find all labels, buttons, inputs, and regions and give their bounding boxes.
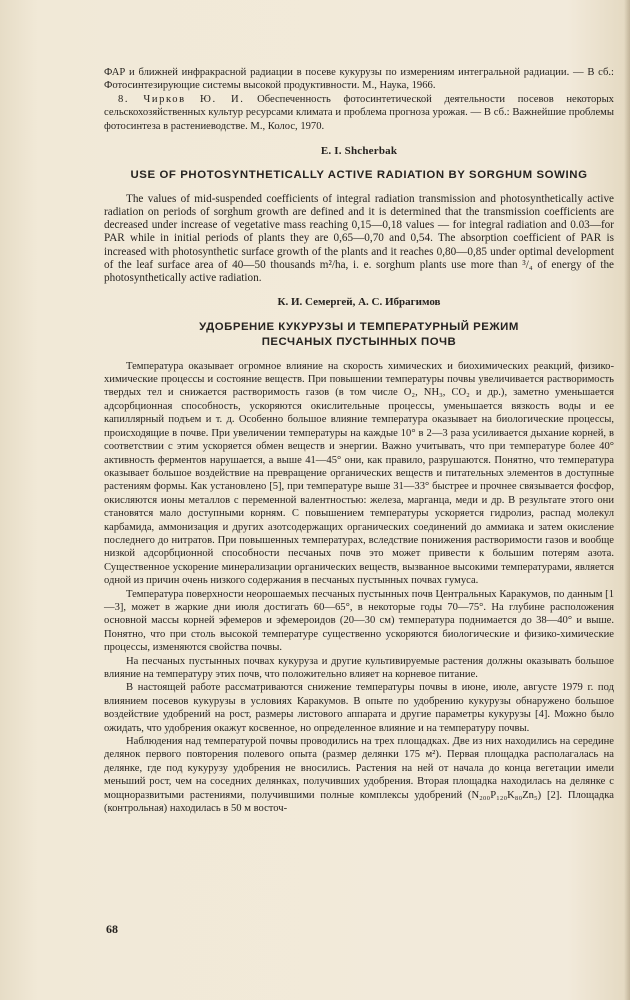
reference-8	[104, 93, 614, 133]
reference-7	[104, 66, 614, 93]
russian-title-line: УДОБРЕНИЕ КУКУРУЗЫ И ТЕМПЕРАТУРНЫЙ РЕЖИМ	[199, 320, 519, 333]
body-paragraph: Наблюдения над температурой почвы проводились на трех площадках. Две из них находились на середине делянок первого повторения полевого опыта (размер делянки 175 м²). Первая площадка располагалась на делянке, где под кукурузу удобрения не вносились. Растения на ней от начала до конца вегетации имели меньший рост, чем на соседних делянках, получивших удобрения. Вторая площадка находилась на делянке с мощноразвитыми растениями, получившими полные комплексы удобрений (N₂₀₀P₁₂₀K₈₀Zn₅) [2]. Площадка (контрольная) находилась в 50 м восточ-	[104, 736, 614, 815]
russian-authors: К. И. Семергей, А. С. Ибрагимов	[277, 296, 441, 309]
reference-author: 8. Чирков Ю. И.	[118, 93, 245, 105]
article-body	[104, 360, 614, 816]
body-paragraph: Температура поверхности неорошаемых песчаных пустынных почв Центральных Каракумов, по данным [1—3], может в жаркие дни июля достигать 60—65°, в некоторые годы 70—75°. На глубине расположения основной массы корней эфемеров и эфемероидов (20—30 см) температура поднимается до 38—40° и выше. Понятно, что при столь высокой температуре существенно ускоряются биологические и физико-химические процессы, изменяются свойства почвы.	[104, 588, 614, 654]
english-title: USE OF PHOTOSYNTHETICALLY ACTIVE RADIATION BY SORGHUM SOWING	[130, 169, 588, 182]
text-column	[104, 66, 614, 815]
russian-title-line: ПЕСЧАНЫХ ПУСТЫННЫХ ПОЧВ	[261, 335, 457, 348]
abstract-paragraph: The values of mid-suspended coefficients of integral radiation transmission and photosynthetically active radiation on periods of sorghum growth are defined and it is determined that the transmission coefficients are decreased under increase of vegetative mass reaching 0,15—0,18 values — for integral radiation and 0.03—for PAR while in initial periods of plants they are 0,65—0,70 and 0,54. The absorption coefficient of PAR is increased with photosynthetic surface growth of the plants and it reaches 0,80—0,85 under optimal development of the leaf surface area of 40—50 thousands m²/ha, i. e. sorghum plants use more than ³/₄ of energy of the photosynthetically active radiation.	[104, 192, 614, 285]
body-paragraph: На песчаных пустынных почвах кукуруза и другие культивируемые растения должны оказывать большое влияние на температуру этих почв, что положительно влияет на корневое питание.	[104, 655, 614, 681]
body-paragraph: Температура оказывает огромное влияние на скорость химических и биохимических реакций, физико-химические процессы и состояние веществ. При повышении температуры почвы увеличивается растворимость твердых тел и снижается растворимость газов (в том числе O₂, NH₃, CO₂ и др.), заметно уменьшается адсорбционная способность, ускоряются окислительные процессы, уменьшается вязкость воды и ее капиллярный подъем и т. д. Особенно большое влияние температура оказывает на биологические процессы, происходящие в почве. При увеличении температуры на каждые 10° в 2—3 раза усиливается дыхание корней, в соответствии с этим ускоряется обмен веществ и энергии. Важно учитывать, что при температуре более 40° активность ферментов нарушается, а выше 41—45° они, как правило, разрушаются. Понятно, что температура оказывает большое воздействие на превращение органических веществ и питательных элементов в доступные растениям формы. Как установлено [5], при температуре выше 31—33° быстрее и прочнее связывается фосфор, окисляются ионы металлов с переменной валентностью: железа, марганца, меди и др. В результате этого они становятся мало доступными корням. С повышением температуры ускоряется гидролиз, распад молекул карбамида, аммонизация и других азотсодержащих органических соединений до аммиака и затем окисление последнего до нитратов. При повышенных температурах, вследствие понижения растворимости газов и вообще низкой адсорбционной способности песчаных почв это может привести к большим потерям азота. Существенное ускорение минерализации органических веществ, вызванное высокими температурами, является одной из причин очень низкого содержания в песчаных пустынных почвах гумуса.	[104, 360, 614, 587]
page-fold-shadow	[624, 0, 630, 1000]
body-paragraph: В настоящей работе рассматриваются снижение температуры почвы в июне, июле, августе 1979 г. под влиянием посевов кукурузы в условиях Каракумов. В опыте по удобрению кукурузы обнаружено большое воздействие удобрений на рост, размеры листового аппарата и другие параметры кукурузы [4]. Можно было ожидать, что удобрения окажут косвенное, но определенное влияние и на температуру почвы.	[104, 682, 614, 734]
references	[104, 66, 614, 133]
page-number: 68	[106, 922, 118, 936]
english-author: E. I. Shcherbak	[320, 145, 398, 158]
russian-title	[104, 320, 614, 350]
reference-text: ФАР и ближней инфракрасной радиации в посеве кукурузы по измерениям интегральной радиации. — В сб.: Фотосинтезирующие системы высокой продуктивности. М., Наука, 1966.	[104, 67, 614, 92]
reference-text: Обеспеченность фотосинтетической деятельности посевов некоторых сельскохозяйственных культур ресурсами климата и проблема прогноза урожая. — В сб.: Важнейшие проблемы фотосинтеза в растениеводстве. М., Колос, 1970.	[104, 93, 614, 132]
english-abstract	[104, 193, 614, 285]
